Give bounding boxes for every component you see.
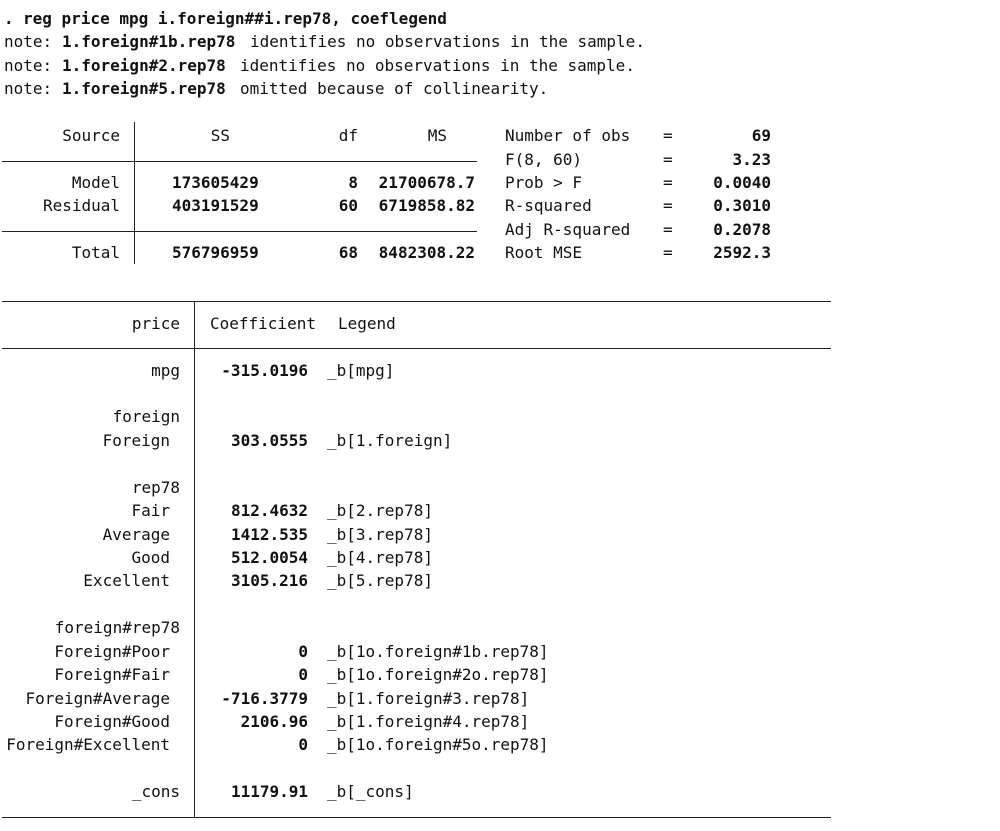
coef-row-legend: _b[1.foreign] <box>327 431 453 450</box>
coef-row-legend: _b[mpg] <box>327 361 395 380</box>
anova-row-source: Total <box>71 243 120 262</box>
coef-row-value: 3105.216 <box>230 571 308 590</box>
coef-row-label: Foreign <box>102 431 170 450</box>
stat-label: Root MSE <box>505 243 583 262</box>
coef-row-legend: _b[1.foreign#3.rep78] <box>327 689 530 708</box>
coef-rule-top <box>2 301 831 302</box>
coef-header-depvar: price <box>131 314 180 333</box>
anova-rule-total <box>2 231 477 232</box>
anova-row-ss: 173605429 <box>172 173 259 192</box>
coef-row-label: Good <box>131 548 170 567</box>
coef-group-label: foreign <box>112 407 180 426</box>
stat-equals: = <box>663 243 673 262</box>
anova-row-ss: 403191529 <box>172 196 259 215</box>
anova-row-ss: 576796959 <box>172 243 259 262</box>
coef-divider-vertical <box>194 301 195 817</box>
coef-row-value: 812.4632 <box>230 501 308 520</box>
stat-label: F(8, 60) <box>505 150 583 169</box>
coef-row-label: Fair <box>131 501 170 520</box>
anova-header-ms: MS <box>427 126 447 145</box>
coef-row-value: 0 <box>298 642 308 661</box>
coef-row-label: Foreign#Poor <box>54 642 170 661</box>
stat-value: 0.3010 <box>713 196 771 215</box>
coef-row-legend: _b[_cons] <box>327 782 414 801</box>
coef-row-value: -716.3779 <box>221 689 308 708</box>
coef-row-value: 11179.91 <box>230 782 308 801</box>
coef-row-legend: _b[4.rep78] <box>327 548 433 567</box>
note-term: 1.foreign#2.rep78 <box>62 56 226 75</box>
anova-row-source: Residual <box>42 196 120 215</box>
coef-row-value: 0 <box>298 665 308 684</box>
coef-row-label: Foreign#Fair <box>54 665 170 684</box>
anova-row-source: Model <box>71 173 120 192</box>
command-prompt: . <box>4 9 14 28</box>
note-text: omitted because of collinearity. <box>240 79 549 98</box>
stat-value: 0.0040 <box>713 173 771 192</box>
coef-row-value: 1412.535 <box>230 525 308 544</box>
coef-row-value: 2106.96 <box>240 712 308 731</box>
coef-row-legend: _b[3.rep78] <box>327 525 433 544</box>
stat-equals: = <box>663 173 673 192</box>
anova-header-df: df <box>338 126 358 145</box>
coef-row-label: _cons <box>131 782 180 801</box>
anova-row-df: 68 <box>338 243 358 262</box>
coef-row-legend: _b[1.foreign#4.rep78] <box>327 712 530 731</box>
stat-equals: = <box>663 126 673 145</box>
coef-rule-bottom <box>2 817 831 818</box>
note-text: identifies no observations in the sample. <box>240 56 635 75</box>
coef-row-legend: _b[2.rep78] <box>327 501 433 520</box>
coef-row-value: 512.0054 <box>230 548 308 567</box>
coef-row-label: Average <box>102 525 170 544</box>
coef-row-legend: _b[1o.foreign#1b.rep78] <box>327 642 549 661</box>
coef-row-label: Excellent <box>83 571 170 590</box>
stat-label: Prob > F <box>505 173 583 192</box>
note-label: note: <box>4 79 53 98</box>
anova-row-df: 60 <box>338 196 358 215</box>
stat-label: Adj R-squared <box>505 220 631 239</box>
coef-row-value: 303.0555 <box>230 431 308 450</box>
command-text: reg price mpg i.foreign##i.rep78, coeflegend <box>23 9 447 28</box>
stat-label: R-squared <box>505 196 592 215</box>
coef-row-label: Foreign#Good <box>54 712 170 731</box>
coef-row-legend: _b[5.rep78] <box>327 571 433 590</box>
anova-row-df: 8 <box>348 173 358 192</box>
note-text: identifies no observations in the sample. <box>250 32 645 51</box>
stat-value: 3.23 <box>732 150 771 169</box>
coef-row-value: -315.0196 <box>221 361 308 380</box>
stat-value: 2592.3 <box>713 243 771 262</box>
coef-header-coefficient: Coefficient <box>210 314 316 333</box>
stat-equals: = <box>663 220 673 239</box>
anova-row-ms: 6719858.82 <box>378 196 475 215</box>
coef-rule-header <box>2 348 831 349</box>
coef-row-label: Foreign#Excellent <box>6 735 170 754</box>
stat-equals: = <box>663 150 673 169</box>
anova-header-source: Source <box>62 126 120 145</box>
anova-header-ss: SS <box>210 126 230 145</box>
stat-label: Number of obs <box>505 126 631 145</box>
coef-row-label: mpg <box>151 361 180 380</box>
stat-value: 69 <box>751 126 771 145</box>
anova-row-ms: 8482308.22 <box>378 243 475 262</box>
coef-group-label: rep78 <box>131 478 180 497</box>
note-label: note: <box>4 32 53 51</box>
stat-value: 0.2078 <box>713 220 771 239</box>
coef-header-legend: Legend <box>338 314 396 333</box>
coef-group-label: foreign#rep78 <box>54 618 180 637</box>
coef-row-legend: _b[1o.foreign#2o.rep78] <box>327 665 549 684</box>
note-term: 1.foreign#1b.rep78 <box>62 32 236 51</box>
coef-row-label: Foreign#Average <box>25 689 170 708</box>
coef-row-legend: _b[1o.foreign#5o.rep78] <box>327 735 549 754</box>
anova-divider-vertical <box>134 122 135 264</box>
note-label: note: <box>4 56 53 75</box>
anova-rule-header <box>2 161 477 162</box>
coef-row-value: 0 <box>298 735 308 754</box>
note-term: 1.foreign#5.rep78 <box>62 79 226 98</box>
anova-row-ms: 21700678.7 <box>378 173 475 192</box>
stat-equals: = <box>663 196 673 215</box>
